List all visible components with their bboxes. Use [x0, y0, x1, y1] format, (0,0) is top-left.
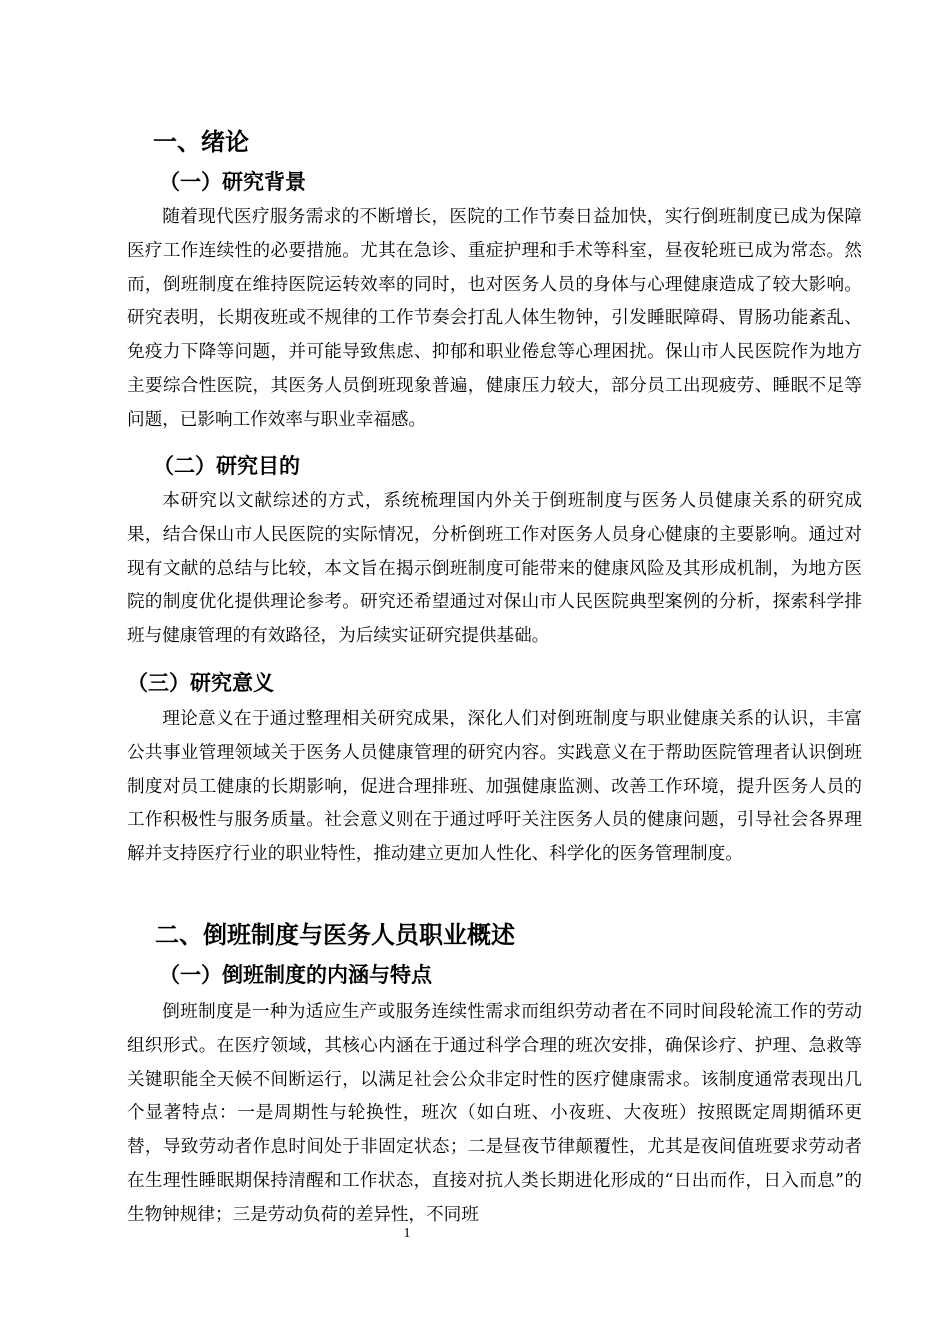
paragraph-research-purpose: 本研究以文献综述的方式，系统梳理国内外关于倒班制度与医务人员健康关系的研究成果，结合保山市人民医院的实际情况，分析倒班工作对医务人员身心健康的主要影响。通过对现有文献的总结与比较，本文旨在揭示倒班制度可能带来的健康风险及其形成机制，为地方医院的制度优化提供理论参考。研究还希望通过对保山市人民医院典型案例的分析，探索科学排班与健康管理的有效路径，为后续实证研究提供基础。 — [127, 491, 862, 647]
paragraph-research-significance: 理论意义在于通过整理相关研究成果，深化人们对倒班制度与职业健康关系的认识，丰富公共事业管理领域关于医务人员健康管理的研究内容。实践意义在于帮助医院管理者认识倒班制度对员工健康的长期影响，促进合理排班、加强健康监测、改善工作环境，提升医务人员的工作积极性与服务质量。社会意义则在于通过呼吁关注医务人员的健康问题，引导社会各界理解并支持医疗行业的职业特性，推动建立更加人性化、科学化的医务管理制度。 — [127, 709, 862, 865]
subsection-heading-research-purpose: （二）研究目的 — [153, 454, 300, 478]
page-number: 1 — [403, 1226, 411, 1241]
section-heading-introduction: 一、绪论 — [153, 128, 249, 156]
subsection-heading-research-significance: （三）研究意义 — [127, 671, 274, 695]
subsection-heading-research-background: （一）研究背景 — [159, 170, 306, 194]
paragraph-research-background: 随着现代医疗服务需求的不断增长，医院的工作节奏日益加快，实行倒班制度已成为保障医疗工作连续性的必要措施。尤其在急诊、重症护理和手术等科室，昼夜轮班已成为常态。然而，倒班制度在维持医院运转效率的同时，也对医务人员的身体与心理健康造成了较大影响。研究表明，长期夜班或不规律的工作节奏会打乱人体生物钟，引发睡眠障碍、胃肠功能紊乱、免疫力下降等问题，并可能导致焦虑、抑郁和职业倦怠等心理困扰。保山市人民医院作为地方主要综合性医院，其医务人员倒班现象普遍，健康压力较大，部分员工出现疲劳、睡眠不足等问题，已影响工作效率与职业幸福感。 — [127, 207, 862, 430]
paragraph-shift-system-definition: 倒班制度是一种为适应生产或服务连续性需求而组织劳动者在不同时间段轮流工作的劳动组织形式。在医疗领域，其核心内涵在于通过科学合理的班次安排，确保诊疗、护理、急救等关键职能全天候不间断运行，以满足社会公众非定时性的医疗健康需求。该制度通常表现出几个显著特点：一是周期性与轮换性，班次（如白班、小夜班、大夜班）按照既定周期循环更替，导致劳动者作息时间处于非固定状态；二是昼夜节律颠覆性，尤其是夜间值班要求劳动者在生理性睡眠期保持清醒和工作状态，直接对抗人类长期进化形成的“日出而作，日入而息”的生物钟规律；三是劳动负荷的差异性，不同班 — [127, 1002, 862, 1225]
section-heading-shift-system-overview: 二、倒班制度与医务人员职业概述 — [155, 921, 515, 949]
subsection-heading-shift-system-definition: （一）倒班制度的内涵与特点 — [159, 963, 432, 987]
